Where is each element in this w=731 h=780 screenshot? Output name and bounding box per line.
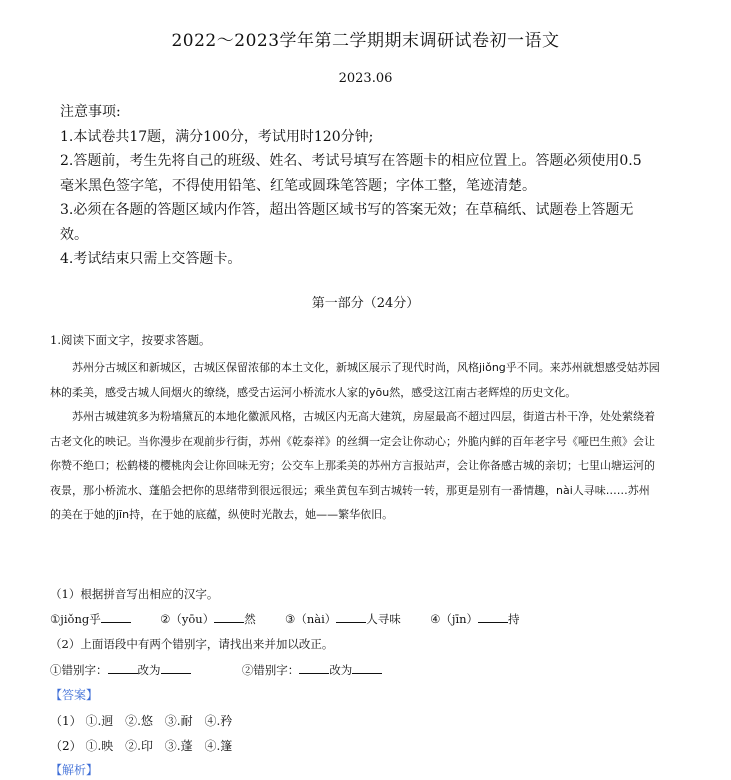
answer-item: ①.迥 [85,714,114,728]
pinyin-item: ③（nài） [285,612,337,626]
pinyin-item: ②（yōu） [160,612,215,626]
typo-label: ①错别字： [50,663,108,677]
reading-passage [50,356,660,528]
exam-date: 2023.06 [338,71,393,86]
notes-heading: 注意事项: [60,104,121,120]
notes-item: 2.答题前，考生先将自己的班级、姓名、考试号填写在答题卡的相应位置上。答题必须使用0.5毫米黑色签字笔，不得使用铅笔、红笔或圆珠笔答题；字体工整，笔迹清楚。 [60,153,642,194]
answer-item: ④.篷 [204,739,233,753]
answer-blank [108,662,138,674]
answer-item: ④.矜 [204,714,233,728]
answer-blank [214,611,244,623]
answer-blank [478,611,508,623]
answer-blank [299,662,329,674]
answer-blank [336,611,366,623]
answer-tag: 【答案】 [50,688,99,702]
answer-item: ①.映 [85,739,114,753]
passage-paragraph: 苏州分古城区和新城区，古城区保留浓郁的本土文化，新城区展示了现代时尚，风格jiǒng乎不同。来苏州就想感受姑苏园林的柔美，感受古城人间烟火的缭绕，感受古运河小桥流水人家的yōu然，感受这江南古老辉煌的历史文化。 [50,361,660,399]
typo-label: ②错别字： [241,663,300,677]
analysis-tag: 【解析】 [50,763,99,777]
answer-blank [352,662,382,674]
section-title: 第一部分（24分） [311,296,420,311]
answer-line-1: （1） ①.迥 ②.悠 ③.耐 ④.矜 [50,714,233,728]
question-prompt: 1.阅读下面文字，按要求答题。 [50,333,211,347]
sub-question-2-prompt: （2）上面语段中有两个错别字，请找出来并加以改正。 [50,637,334,651]
sub-question-2-items: ①错别字： 改为 ②错别字： 改为 [50,662,382,678]
pinyin-item: ④（jīn） [430,612,479,626]
sub-question-1-prompt: （1）根据拼音写出相应的汉字。 [50,587,219,601]
notes-item: 1.本试卷共17题，满分100分，考试用时120分钟; [60,128,374,145]
answer-item: ③.蓬 [164,739,193,753]
answer-item: ②.悠 [125,714,153,728]
answer-item: ②.印 [125,739,153,753]
sub-question-1-items: ①jiǒng乎 ②（yōu） 然 ③（nài） 人寻味 ④（jīn） 持 [50,612,520,626]
notes-item: 4.考试结束只需上交答题卡。 [60,251,242,267]
answer-line-2: （2） ①.映 ②.印 ③.蓬 ④.篷 [50,739,233,753]
exam-title: 2022～2023学年第二学期期末调研试卷初一语文 [171,31,560,51]
answer-item: ③.耐 [164,714,193,728]
notes-item: 3.必须在各题的答题区域内作答，超出答题区域书写的答案无效；在草稿纸、试题卷上答题无效。 [60,202,634,243]
notes-section [60,100,650,272]
pinyin-item: ①jiǒng乎 [50,612,101,626]
answer-blank [161,662,191,674]
passage-paragraph: 苏州古城建筑多为粉墙黛瓦的本地化徽派风格，古城区内无高大建筑，房屋最高不超过四层，街道古朴干净，处处萦绕着古老文化的映记。当你漫步在观前步行街，苏州《乾泰祥》的丝绸一定会让你动心；外脆内鲜的百年老字号《哑巴生煎》会让你赞不绝口；松鹤楼的樱桃肉会让你回味无穷；公交车上那柔美的苏州方言报站声，会让你备感古城的亲切；七里山塘运河的夜景，那小桥流水、蓬船会把你的思绪带到很远很远；乘坐黄包车到古城转一转，那更是别有一番情趣，nài人寻味……苏州的美在于她的jīn持，在于她的底蕴，纵使时光散去，她——繁华依旧。 [50,410,655,521]
answer-blank [101,611,131,623]
